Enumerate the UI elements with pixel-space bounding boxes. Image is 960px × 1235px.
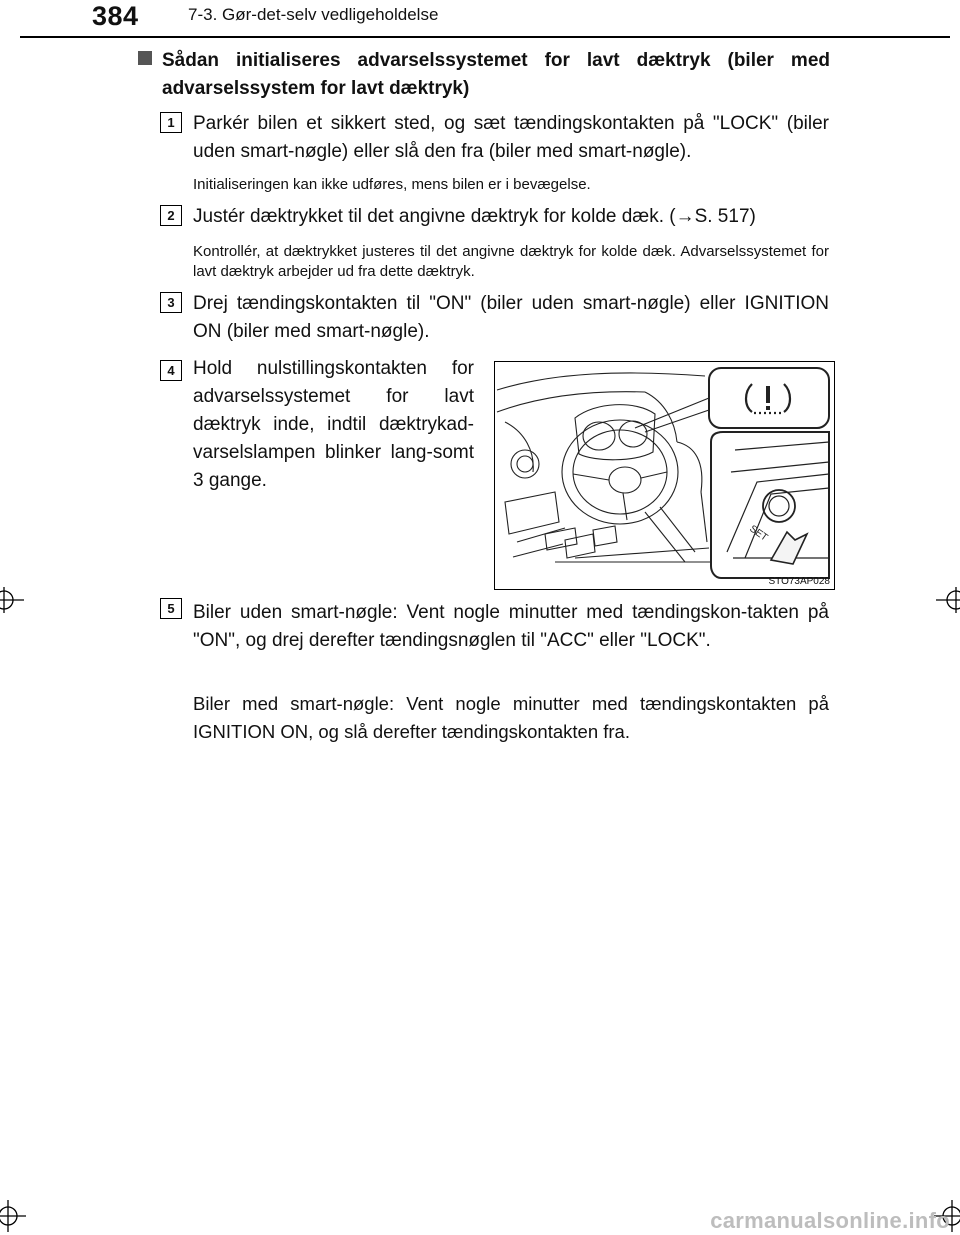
dashboard-drawing [495, 362, 834, 589]
step-number-1: 1 [160, 112, 182, 133]
square-bullet-icon [138, 51, 152, 65]
step-5-text-2: Biler med smart-nøgle: Vent nogle minutter med tændingskontakten på IGNITION ON, og slå derefter tændingskontakten fra. [193, 693, 829, 742]
crop-mark-right [934, 585, 960, 615]
step-number-4: 4 [160, 360, 182, 381]
section-title: 7-3. Gør-det-selv vedligeholdelse [188, 5, 439, 24]
procedure-heading [140, 47, 830, 103]
step-number-5: 5 [160, 598, 182, 619]
dashboard-illustration [494, 361, 835, 590]
step-1-text: Parkér bilen et sikkert sted, og sæt tændingskontakten på "LOCK" (biler uden smart-nøgle) eller slå den fra (biler med smart-nøgle). [193, 113, 829, 162]
crop-mark-left [0, 585, 26, 615]
crop-mark-bottom-left [0, 1200, 30, 1235]
step-3-text: Drej tændingskontakten til "ON" (biler uden smart-nøgle) eller IGNITION ON (biler med smart-nøgle). [193, 293, 829, 342]
step-1-note: Initialiseringen kan ikke udføres, mens bilen er i bevægelse. [193, 176, 591, 193]
page-number: 384 [92, 1, 139, 31]
step-number-2: 2 [160, 205, 182, 226]
switch-label: SET [747, 523, 770, 544]
step-2-text: Justér dæktrykket til det angivne dæktryk for kolde dæk. (→S. 517) [193, 206, 756, 227]
step-number-3: 3 [160, 292, 182, 313]
heading-text: Sådan initialiseres advarselssystemet for lavt dæktryk (biler med advarselssystem for lavt dæktryk) [162, 50, 830, 99]
figure-code: STO73AP028 [768, 576, 830, 587]
watermark: carmanualsonline.info [710, 1208, 950, 1233]
step-5-text: Biler uden smart-nøgle: Vent nogle minutter med tændingskon-takten på "ON", og drej derefter tændingsnøglen til "ACC" eller "LOCK". [193, 602, 829, 651]
step-2-note: Kontrollér, at dæktrykket justeres til det angivne dæktryk for kolde dæk. Advarselssystemet for lavt dæktryk arbejder ud fra dette dæktryk. [193, 243, 829, 280]
header-rule [20, 36, 950, 38]
step-4-text: Hold nulstillingskontakten for advarselssystemet for lavt dæktryk inde, indtil dæktrykad-varselslampen blinker lang-somt 3 gange. [193, 358, 474, 491]
